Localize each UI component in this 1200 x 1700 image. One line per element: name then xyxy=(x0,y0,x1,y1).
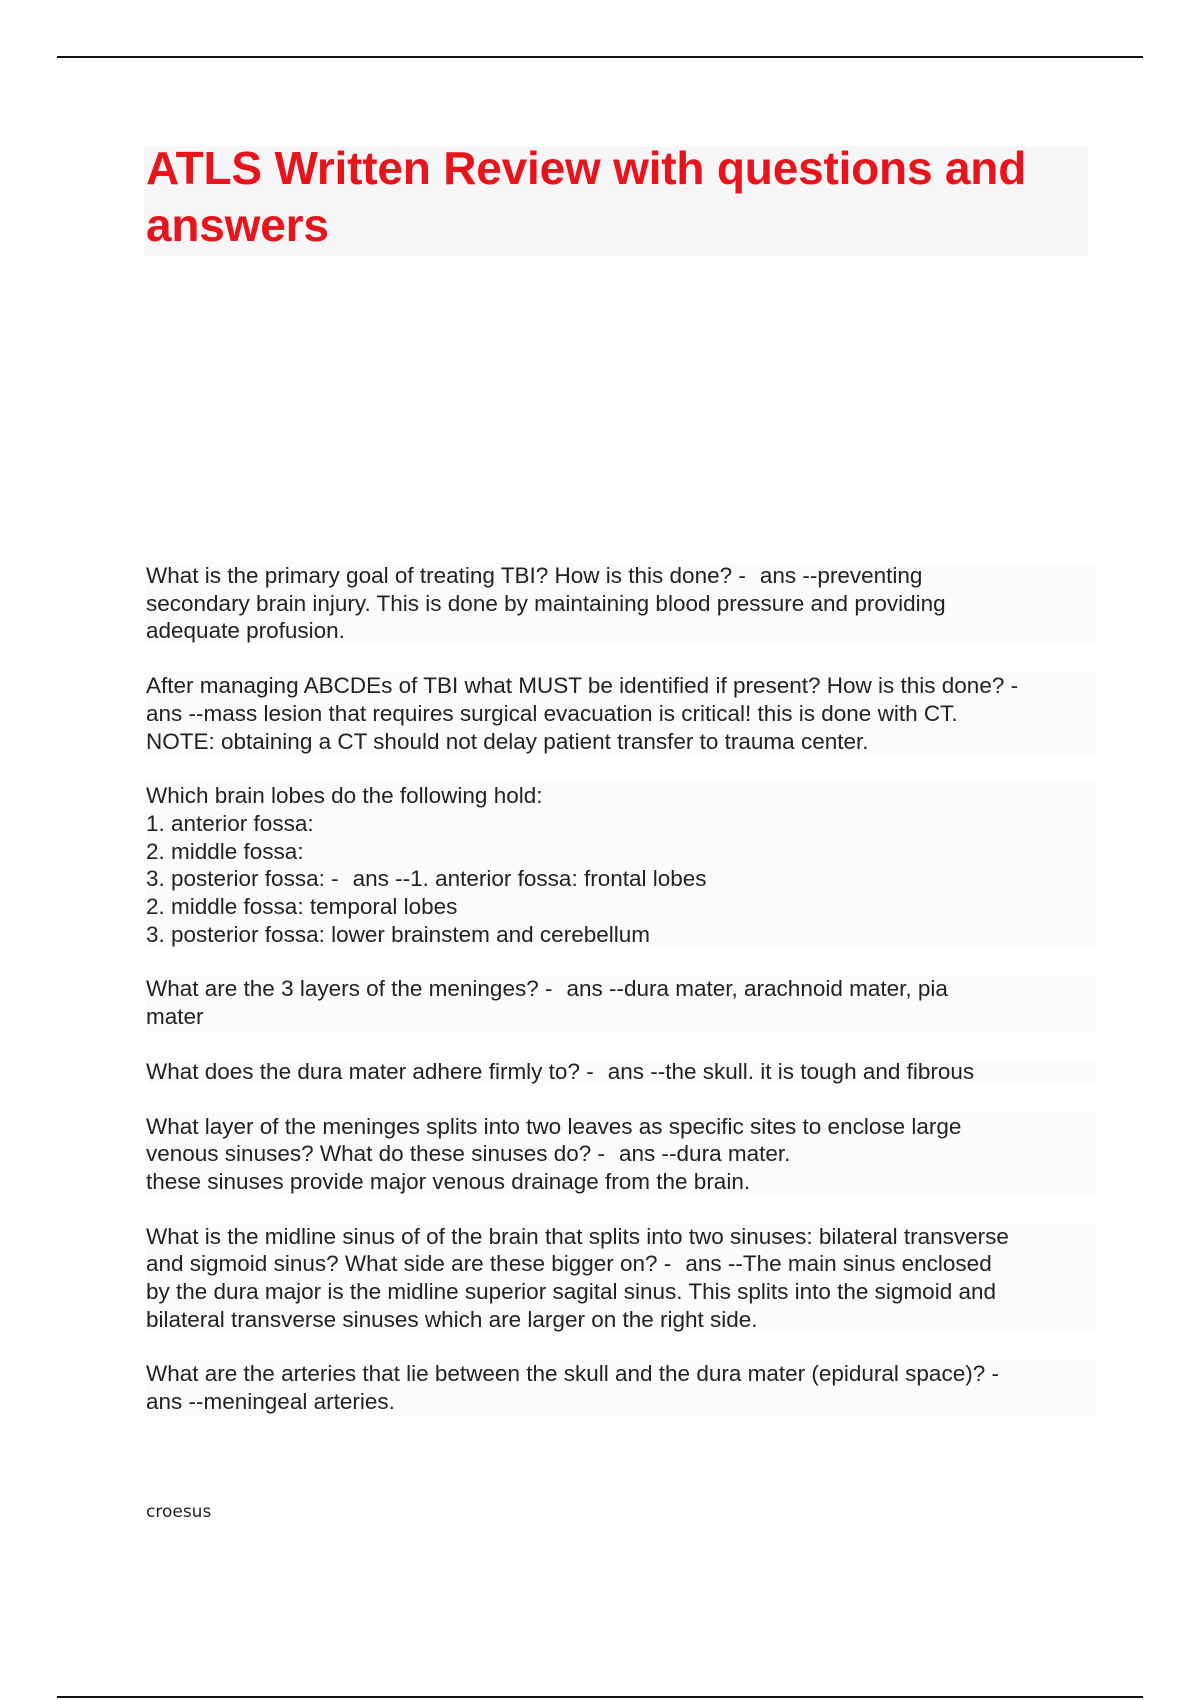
top-rule xyxy=(57,56,1143,58)
question-text: What are the arteries that lie between the skull and the dura mater (epidural space)? - xyxy=(146,1361,999,1387)
qa-item xyxy=(146,975,1096,1030)
qa-item xyxy=(146,1113,1096,1196)
document-title: ATLS Written Review with questions and answers xyxy=(146,142,1027,251)
answer-text: ans --meningeal arteries. xyxy=(146,1389,395,1415)
question-text: What does the dura mater adhere firmly to? - xyxy=(146,1058,594,1084)
question-text: What layer of the meninges splits into two leaves as specific sites to enclose large venous sinuses? What do these sinuses do? - xyxy=(146,1113,962,1167)
answer-text: ans --The main sinus enclosed by the dura major is the midline superior sagital sinus. This splits into the sigmoid and bilateral transverse sinuses which are larger on the right side. xyxy=(146,1251,997,1332)
qa-item xyxy=(146,562,1096,645)
answer-text: ans --mass lesion that requires surgical evacuation is critical! this is done with CT. NOTE: obtaining a CT should not delay patient transfer to trauma center. xyxy=(146,700,958,754)
qa-item xyxy=(146,672,1096,755)
question-text: Which brain lobes do the following hold: 1. anterior fossa: 2. middle fossa: 3. posterior fossa: - xyxy=(146,783,543,892)
qa-item xyxy=(146,782,1096,948)
qa-item xyxy=(146,1223,1096,1334)
question-text: What is the primary goal of treating TBI? How is this done? - xyxy=(146,563,746,588)
qa-list xyxy=(146,562,1096,1443)
answer-text: ans --dura mater. these sinuses provide major venous drainage from the brain. xyxy=(146,1141,791,1194)
answer-text: ans --the skull. it is tough and fibrous xyxy=(607,1058,975,1084)
bottom-rule xyxy=(57,1696,1143,1698)
answer-text: ans --preventing secondary brain injury. This is done by maintaining blood pressure and providing adequate profusion. xyxy=(146,563,946,644)
qa-item xyxy=(146,1058,1096,1086)
question-text: What is the midline sinus of of the brain that splits into two sinuses: bilateral transverse and sigmoid sinus? What side are these bigger on? - xyxy=(146,1223,1009,1277)
footer-brand: croesus xyxy=(146,1502,212,1522)
question-text: What are the 3 layers of the meninges? - xyxy=(146,976,553,1002)
answer-text: ans --1. anterior fossa: frontal lobes 2. middle fossa: temporal lobes 3. posterior fossa: lower brainstem and cerebellum xyxy=(146,866,707,947)
qa-item xyxy=(146,1360,1096,1415)
question-text: After managing ABCDEs of TBI what MUST be identified if present? How is this done? - xyxy=(146,673,1019,699)
answer-text: ans --dura mater, arachnoid mater, pia mater xyxy=(146,976,948,1030)
